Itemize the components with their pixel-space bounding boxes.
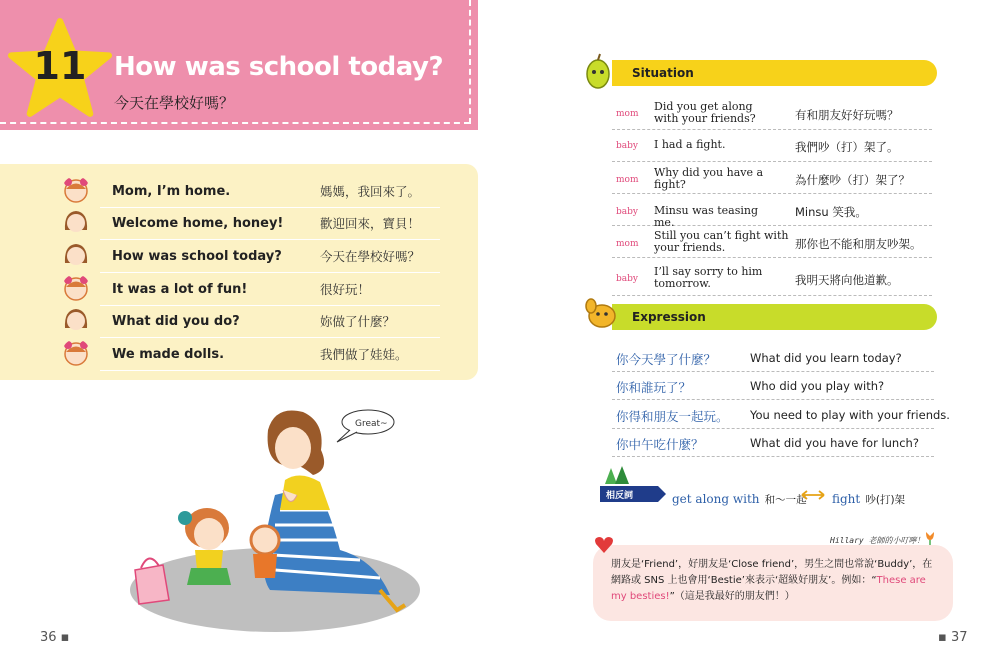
situation-row [612, 262, 932, 296]
antonym-word-1-en: get along with [672, 492, 760, 506]
speaker-label: baby [616, 141, 638, 151]
expression-row [612, 429, 934, 457]
expression-en: You need to play with your friends. [750, 408, 950, 422]
antonym-tag [600, 486, 658, 502]
mom-and-child-illustration [125, 400, 425, 635]
tip-box [593, 545, 953, 621]
situation-row [612, 194, 932, 229]
child-avatar-icon [62, 339, 90, 367]
expression-zh: 你今天學了什麼？ [616, 352, 717, 367]
situation-zh: 有和朋友好好玩嗎？ [795, 108, 899, 122]
dialogue-row [60, 339, 440, 371]
expression-title: Expression [632, 310, 706, 324]
speaker-label: mom [616, 175, 639, 185]
situation-en: I’ll say sorry to him tomorrow. [654, 265, 763, 290]
expression-row [612, 372, 934, 400]
dialogue-zh: 妳做了什麼？ [320, 314, 396, 329]
dialogue-row [60, 274, 440, 306]
antonym-word-1-zh: 和～一起 [764, 494, 807, 506]
antonym-word-1 [672, 488, 807, 507]
expression-en: What did you learn today? [750, 351, 902, 365]
dialogue-en: We made dolls. [112, 347, 225, 362]
tip-text-end: ”（這是我最好的朋友們！） [669, 591, 795, 602]
expression-zh: 你中午吃什麼？ [616, 437, 704, 452]
antonym-word-2-zh: 吵(打)架 [865, 494, 906, 506]
situation-en: Why did you have a fight? [654, 166, 764, 191]
situation-en: Did you get along with your friends? [654, 100, 756, 125]
antonym-label: 相反詞 [606, 491, 634, 501]
expression-en: Who did you play with? [750, 379, 885, 393]
double-arrow-icon [800, 489, 826, 501]
situation-en: Still you can’t fight with your friends. [654, 229, 789, 254]
row-divider [100, 370, 440, 371]
antonym-word-2 [832, 488, 905, 507]
tree-icon [604, 466, 630, 488]
dialogue-zh: 很好玩！ [320, 282, 371, 297]
pear-mascot-icon [582, 52, 614, 92]
speaker-label: baby [616, 274, 638, 284]
header-dashed-border-right [469, 0, 471, 124]
expression-en: What did you have for lunch? [750, 436, 919, 450]
heart-icon [594, 536, 614, 554]
tip-text [611, 557, 941, 605]
dialogue-en: Welcome home, honey! [112, 216, 284, 231]
situation-en: I had a fight. [654, 138, 726, 151]
speaker-label: baby [616, 207, 638, 217]
situation-zh: 我明天將向他道歉。 [795, 273, 899, 287]
tip-text-highlight: These are my besties! [611, 575, 926, 602]
mom-avatar-icon [62, 306, 90, 334]
page-title: How was school today? [114, 52, 444, 82]
situation-en: Minsu was teasing me. [654, 204, 758, 229]
tip-signature: Hillary 老師的小叮嚀！ [830, 536, 925, 545]
row-divider [100, 272, 440, 273]
dialogue-zh: 媽媽，我回來了。 [320, 184, 421, 199]
dialogue-zh: 歡迎回來，寶貝！ [320, 216, 421, 231]
dialogue-en: What did you do? [112, 314, 240, 329]
child-avatar-icon [62, 274, 90, 302]
expression-zh: 你和誰玩了？ [616, 380, 692, 395]
page-number-right: ▪ 37 [938, 630, 968, 645]
speech-bubble-text: Great~ [355, 419, 388, 429]
situation-title: Situation [632, 66, 694, 80]
dialogue-row [60, 176, 440, 208]
speaker-label: mom [616, 239, 639, 249]
expression-row [612, 344, 934, 372]
dialogue-row [60, 241, 440, 273]
situation-zh: 那你也不能和朋友吵架。 [795, 237, 922, 251]
row-divider [100, 337, 440, 338]
situation-zh: 為什麼吵（打）架了？ [795, 173, 910, 187]
dialogue-en: How was school today? [112, 249, 282, 264]
dog-mascot-icon [584, 296, 620, 332]
header-dashed-border [0, 122, 470, 124]
situation-row [612, 226, 932, 258]
dialogue-row [60, 208, 440, 240]
row-divider [100, 239, 440, 240]
tip-text-main: 朋友是‘Friend’，好朋友是‘Close friend’，男生之間也常說‘Buddy’，在網路或 SNS 上也會用‘Bestie’來表示‘超級好朋友’。例如：“ [611, 559, 933, 586]
page-number-left: 36 ▪ [40, 630, 70, 645]
antonym-word-2-en: fight [832, 492, 861, 506]
situation-row [612, 162, 932, 194]
dialogue-zh: 我們做了娃娃。 [320, 347, 408, 362]
page-subtitle: 今天在學校好嗎？ [114, 94, 235, 112]
speaker-label: mom [616, 109, 639, 119]
expression-row [612, 401, 950, 429]
dialogue-en: Mom, I’m home. [112, 184, 231, 199]
child-avatar-icon [62, 176, 90, 204]
lesson-number: 11 [33, 44, 87, 88]
situation-zh: Minsu 笑我。 [795, 205, 867, 219]
dialogue-en: It was a lot of fun! [112, 282, 248, 297]
mom-avatar-icon [62, 208, 90, 236]
mom-avatar-icon [62, 241, 90, 269]
expression-zh: 你得和朋友一起玩。 [616, 409, 729, 424]
situation-row [612, 98, 932, 130]
dialogue-zh: 今天在學校好嗎？ [320, 249, 421, 264]
dialogue-row [60, 306, 440, 338]
situation-zh: 我們吵（打）架了。 [795, 140, 899, 154]
situation-row [612, 130, 932, 162]
